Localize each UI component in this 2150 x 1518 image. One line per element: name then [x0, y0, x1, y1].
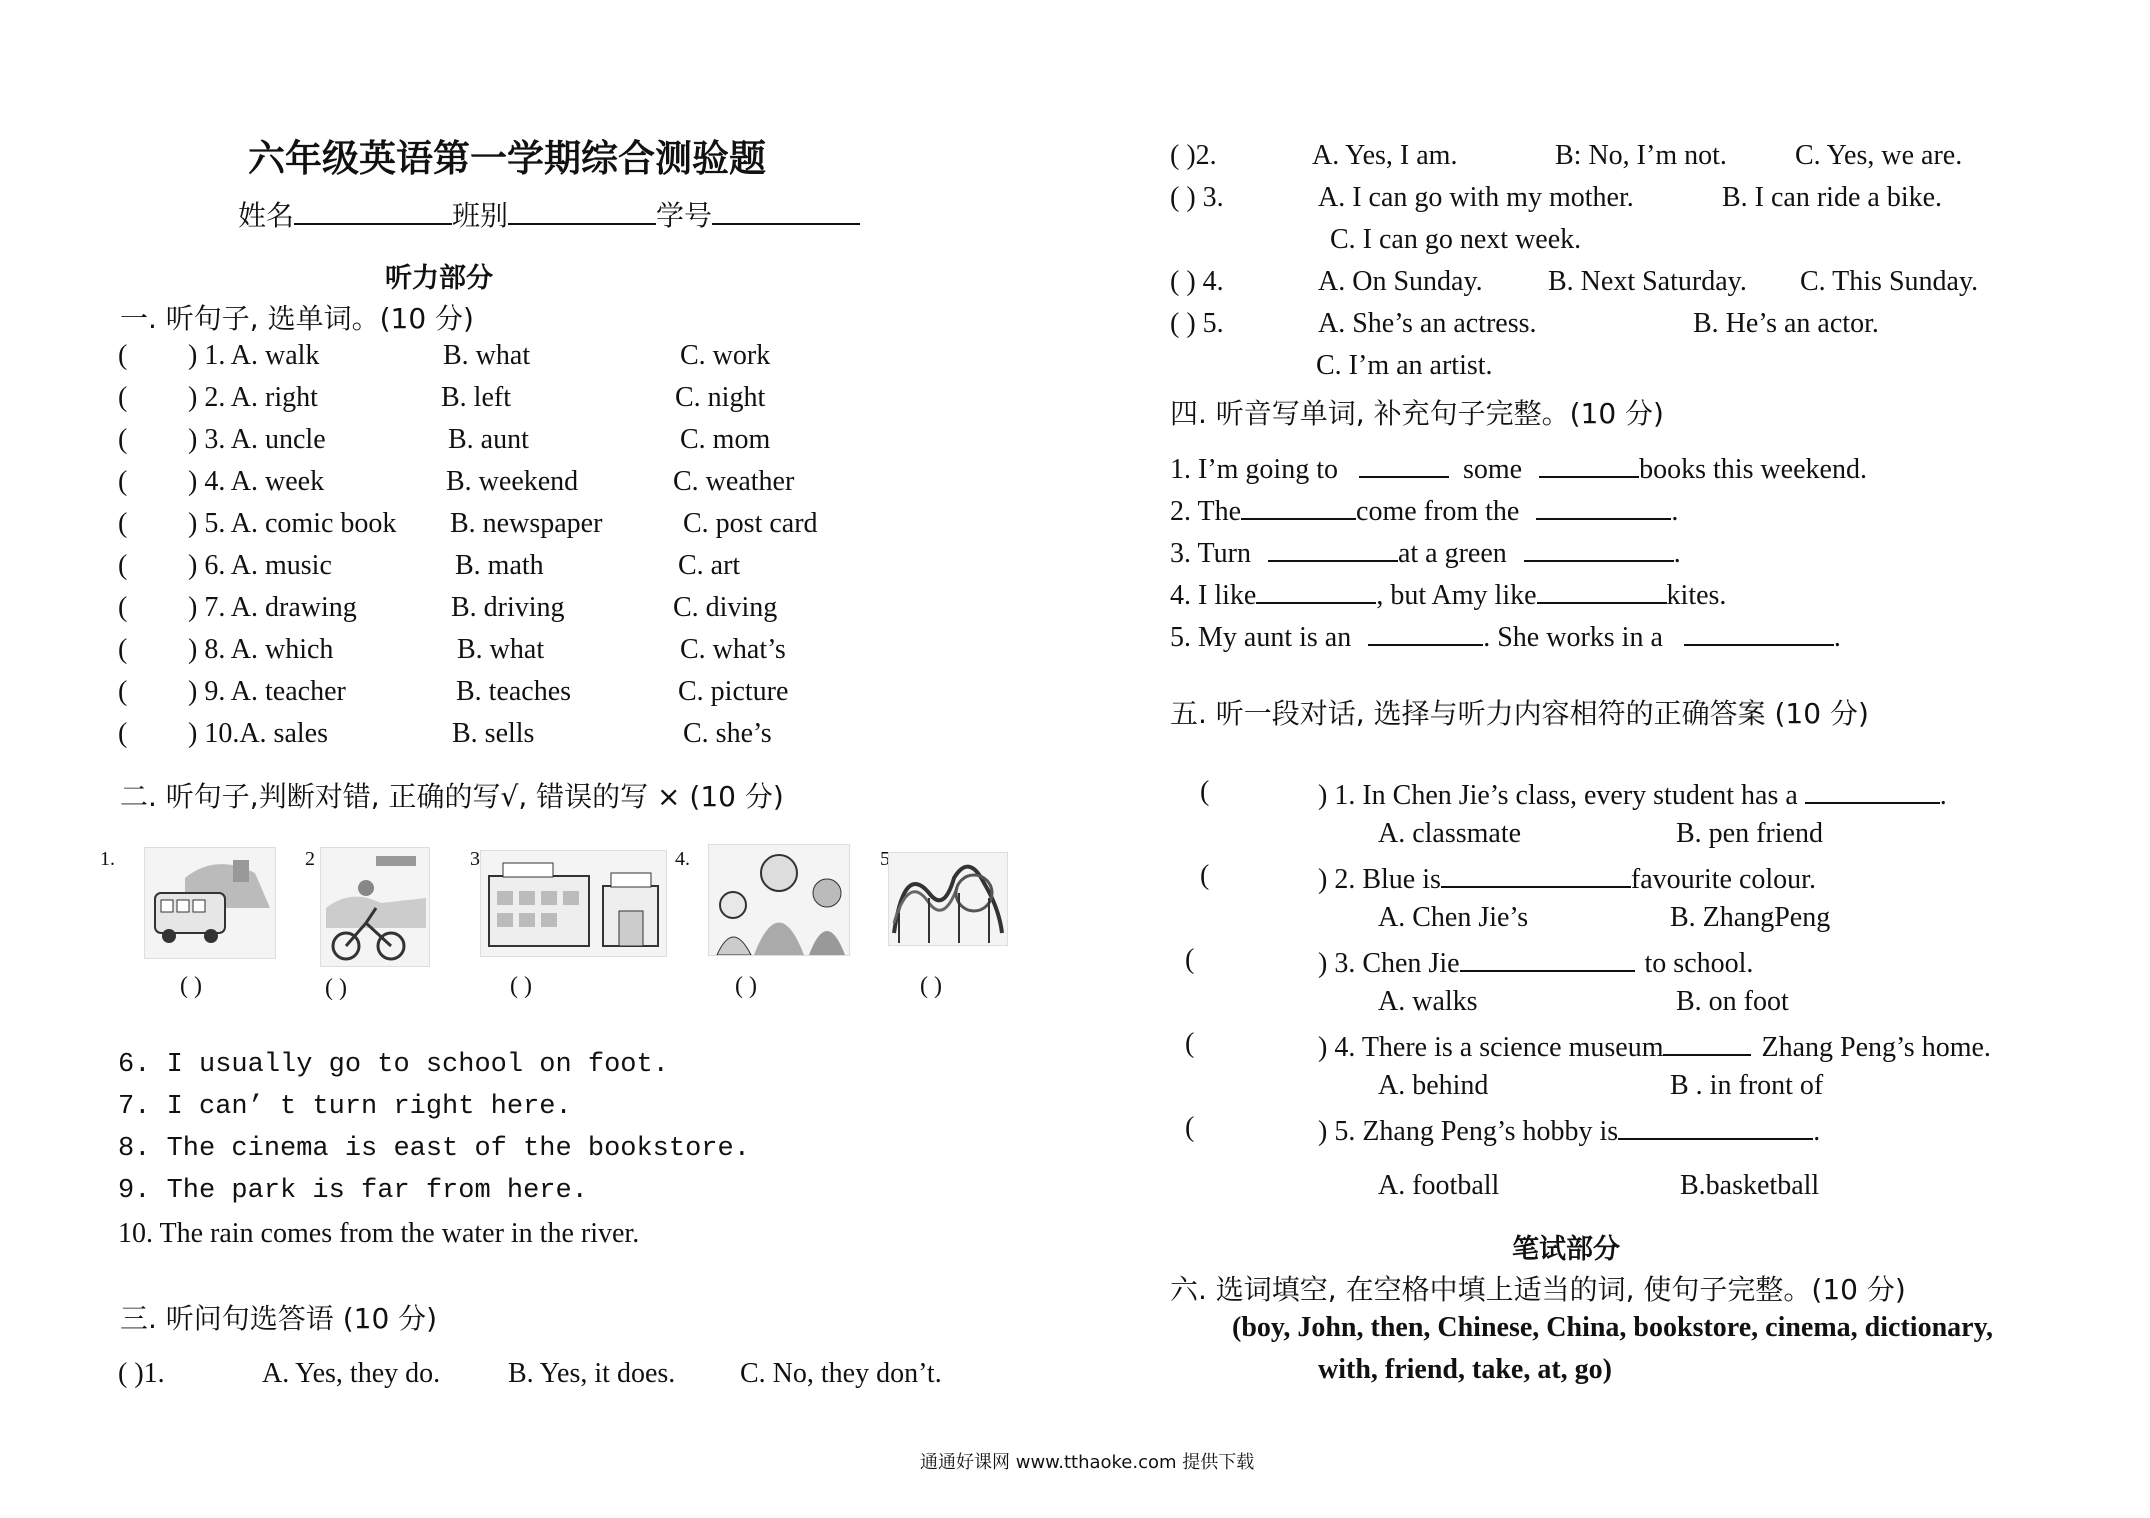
- sentence-text: 3. Turn: [1170, 538, 1251, 569]
- question-item: [1318, 1112, 1820, 1148]
- answer-blank[interactable]: [1441, 860, 1631, 888]
- option-a: A. I can go with my mother.: [1318, 182, 1634, 213]
- answer-bracket[interactable]: (: [118, 718, 128, 749]
- option-a: A. behind: [1378, 1070, 1489, 1101]
- sentence-text: 5. My aunt is an: [1170, 622, 1352, 653]
- option-b: B. teaches: [456, 676, 572, 707]
- option-c: C. Yes, we are.: [1795, 140, 1963, 171]
- question-item: [1318, 1028, 1991, 1064]
- question-number[interactable]: ( ) 3.: [1170, 182, 1224, 213]
- option-b: B. Yes, it does.: [508, 1358, 676, 1389]
- option-c: C. No, they don’t.: [740, 1358, 942, 1389]
- option-a: A. walks: [1378, 986, 1478, 1017]
- answer-blank[interactable]: [1663, 1028, 1751, 1056]
- sentence-text: . She works in a: [1483, 622, 1663, 653]
- question-text: ) 5. Zhang Peng’s hobby is: [1318, 1116, 1619, 1147]
- sentence-text: kites.: [1666, 580, 1727, 611]
- answer-blank[interactable]: [1359, 450, 1449, 478]
- question-text: favourite colour.: [1630, 864, 1816, 895]
- section-4-heading: 四. 听音写单词, 补充句子完整。(10 分): [1170, 397, 1664, 430]
- question-number[interactable]: ( )2.: [1170, 140, 1217, 171]
- option-c: C. she’s: [683, 718, 772, 749]
- answer-bracket[interactable]: (: [118, 382, 128, 413]
- answer-bracket[interactable]: (: [118, 340, 128, 371]
- id-blank[interactable]: [712, 197, 860, 225]
- question-number[interactable]: ( )1.: [118, 1358, 165, 1389]
- option-b: B. weekend: [446, 466, 579, 497]
- question-text: .: [1813, 1116, 1821, 1147]
- option-b: B. left: [441, 382, 511, 413]
- sentence-text: .: [1671, 496, 1679, 527]
- answer-bracket[interactable]: (: [118, 676, 128, 707]
- option-b: B. Next Saturday.: [1548, 266, 1747, 297]
- fill-in-sentence: [1170, 576, 1726, 612]
- option-b: B. ZhangPeng: [1670, 902, 1831, 933]
- answer-bracket[interactable]: ( ): [735, 973, 757, 999]
- option-c: C. night: [675, 382, 766, 413]
- answer-bracket[interactable]: ( ): [180, 973, 202, 999]
- option-b: B. on foot: [1676, 986, 1789, 1017]
- answer-bracket[interactable]: ( ): [325, 975, 347, 1001]
- word-bank-line: with, friend, take, at, go): [1318, 1354, 1612, 1385]
- option-c: C. art: [678, 550, 741, 581]
- answer-blank[interactable]: [1241, 492, 1356, 520]
- sentence-text: 2. The: [1170, 496, 1242, 527]
- answer-bracket[interactable]: (: [118, 592, 128, 623]
- question-item: [1318, 860, 1816, 896]
- question-item: [1318, 776, 1947, 812]
- question-text: ) 4. There is a science museum: [1318, 1032, 1664, 1063]
- answer-bracket[interactable]: (: [1200, 776, 1210, 807]
- option-a: A. football: [1378, 1170, 1500, 1201]
- option-a: A. classmate: [1378, 818, 1522, 849]
- option-b: B. pen friend: [1676, 818, 1823, 849]
- question-item: ) 3. A. uncle: [188, 424, 326, 455]
- answer-blank[interactable]: [1460, 944, 1635, 972]
- question-text: ) 2. Blue is: [1318, 864, 1441, 895]
- fill-in-sentence: [1170, 618, 1841, 654]
- question-item: [1318, 944, 1753, 980]
- option-b: B: No, I’m not.: [1555, 140, 1727, 171]
- option-c: C. mom: [680, 424, 771, 455]
- question-item: ) 5. A. comic book: [188, 508, 397, 539]
- answer-bracket[interactable]: (: [1185, 944, 1195, 975]
- section-5-heading: 五. 听一段对话, 选择与听力内容相符的正确答案 (10 分): [1170, 697, 1869, 730]
- option-b: B. what: [457, 634, 545, 665]
- question-text: to school.: [1644, 948, 1754, 979]
- sentence-text: .: [1673, 538, 1681, 569]
- question-item: ) 8. A. which: [188, 634, 334, 665]
- option-a: A. Yes, I am.: [1312, 140, 1458, 171]
- class-label: 班别: [452, 199, 509, 232]
- true-false-sentence: 6. I usually go to school on foot.: [118, 1050, 669, 1080]
- answer-blank[interactable]: [1805, 776, 1940, 804]
- page-title: 六年级英语第一学期综合测验题: [248, 137, 766, 180]
- footer-credit: 通通好课网 www.tthaoke.com 提供下载: [920, 1452, 1255, 1473]
- bus-picture: [144, 847, 276, 959]
- sentence-text: .: [1833, 622, 1841, 653]
- answer-blank[interactable]: [1537, 576, 1667, 604]
- sentence-text: 1. I’m going to: [1170, 454, 1338, 485]
- question-text: .: [1939, 780, 1947, 811]
- option-a: A. Yes, they do.: [262, 1358, 441, 1389]
- sentence-text: books this weekend.: [1639, 454, 1867, 485]
- question-item: ) 10.A. sales: [188, 718, 328, 749]
- answer-blank[interactable]: [1368, 618, 1483, 646]
- option-b: B. I can ride a bike.: [1722, 182, 1943, 213]
- option-c: C. I can go next week.: [1330, 224, 1582, 255]
- sentence-text: some: [1463, 454, 1523, 485]
- fill-in-sentence: [1170, 450, 1867, 486]
- answer-bracket[interactable]: (: [118, 424, 128, 455]
- answer-bracket[interactable]: (: [118, 508, 128, 539]
- question-item: ) 9. A. teacher: [188, 676, 346, 707]
- family-picture: [708, 844, 850, 956]
- roller-coaster-picture: [888, 852, 1008, 946]
- question-item: ) 6. A. music: [188, 550, 332, 581]
- bicycle-picture: [320, 847, 430, 967]
- question-text: ) 3. Chen Jie: [1318, 948, 1460, 979]
- sentence-text: at a green: [1397, 538, 1507, 569]
- option-c: C. This Sunday.: [1800, 266, 1979, 297]
- question-number[interactable]: ( ) 4.: [1170, 266, 1224, 297]
- option-b: B. what: [443, 340, 531, 371]
- option-a: A. On Sunday.: [1318, 266, 1483, 297]
- option-c: C. work: [680, 340, 771, 371]
- answer-blank[interactable]: [1268, 534, 1398, 562]
- option-b: B. He’s an actor.: [1693, 308, 1879, 339]
- answer-bracket[interactable]: (: [1200, 860, 1210, 891]
- student-info-line: [238, 194, 860, 234]
- answer-blank[interactable]: [1539, 450, 1639, 478]
- true-false-sentence: 7. I can’ t turn right here.: [118, 1092, 572, 1122]
- question-item: ) 2. A. right: [188, 382, 318, 413]
- answer-blank[interactable]: [1524, 534, 1674, 562]
- bookstore-picture: [480, 850, 667, 957]
- section-2-heading: 二. 听句子,判断对错, 正确的写√, 错误的写 × (10 分): [120, 780, 784, 813]
- answer-bracket[interactable]: (: [1185, 1112, 1195, 1143]
- answer-bracket[interactable]: (: [118, 634, 128, 665]
- fill-in-sentence: [1170, 534, 1681, 570]
- picture-number: 2: [305, 848, 315, 870]
- fill-in-sentence: [1170, 492, 1678, 528]
- option-a: A. Chen Jie’s: [1378, 902, 1529, 933]
- question-text: Zhang Peng’s home.: [1761, 1032, 1991, 1063]
- option-b: B.basketball: [1680, 1170, 1820, 1201]
- true-false-sentence: 8. The cinema is east of the bookstore.: [118, 1134, 750, 1164]
- answer-bracket[interactable]: (: [1185, 1028, 1195, 1059]
- true-false-sentence: 9. The park is far from here.: [118, 1176, 588, 1206]
- section-6-heading: 六. 选词填空, 在空格中填上适当的词, 使句子完整。(10 分): [1170, 1273, 1906, 1306]
- option-b: B. math: [455, 550, 544, 581]
- sentence-text: , but Amy like: [1376, 580, 1537, 611]
- answer-bracket[interactable]: (: [118, 466, 128, 497]
- answer-blank[interactable]: [1536, 492, 1671, 520]
- question-item: ) 1. A. walk: [188, 340, 320, 371]
- answer-bracket[interactable]: ( ): [920, 973, 942, 999]
- answer-bracket[interactable]: ( ): [510, 973, 532, 999]
- true-false-sentence: 10. The rain comes from the water in the river.: [118, 1218, 640, 1249]
- question-item: ) 4. A. week: [188, 466, 325, 497]
- option-c: C. weather: [673, 466, 795, 497]
- option-a: A. She’s an actress.: [1318, 308, 1537, 339]
- option-b: B. driving: [451, 592, 565, 623]
- name-label: 姓名: [238, 199, 295, 232]
- written-section-title: 笔试部分: [1512, 1234, 1620, 1265]
- answer-bracket[interactable]: (: [118, 550, 128, 581]
- answer-blank[interactable]: [1618, 1112, 1813, 1140]
- option-b: B. sells: [452, 718, 535, 749]
- id-label: 学号: [656, 199, 713, 232]
- answer-blank[interactable]: [1256, 576, 1376, 604]
- picture-number: 4.: [675, 848, 690, 870]
- picture-number: 1.: [100, 848, 115, 870]
- listening-section-title: 听力部分: [385, 263, 493, 294]
- option-c: C. diving: [673, 592, 778, 623]
- question-text: ) 1. In Chen Jie’s class, every student has a: [1318, 780, 1798, 811]
- question-item: ) 7. A. drawing: [188, 592, 357, 623]
- question-number[interactable]: ( ) 5.: [1170, 308, 1224, 339]
- picture-number: 5.: [880, 848, 895, 870]
- option-b: B . in front of: [1670, 1070, 1824, 1101]
- option-c: C. picture: [678, 676, 789, 707]
- picture-number: 3.: [470, 848, 485, 870]
- section-1-heading: 一. 听句子, 选单词。(10 分): [120, 302, 474, 335]
- sentence-text: 4. I like: [1170, 580, 1257, 611]
- word-bank-line: (boy, John, then, Chinese, China, bookstore, cinema, dictionary,: [1232, 1312, 1994, 1343]
- class-blank[interactable]: [508, 197, 656, 225]
- option-c: C. post card: [683, 508, 818, 539]
- name-blank[interactable]: [294, 197, 452, 225]
- option-b: B. newspaper: [450, 508, 603, 539]
- sentence-text: come from the: [1356, 496, 1520, 527]
- option-b: B. aunt: [448, 424, 529, 455]
- option-c: C. I’m an artist.: [1316, 350, 1493, 381]
- answer-blank[interactable]: [1684, 618, 1834, 646]
- section-3-heading: 三. 听问句选答语 (10 分): [120, 1302, 438, 1335]
- option-c: C. what’s: [680, 634, 786, 665]
